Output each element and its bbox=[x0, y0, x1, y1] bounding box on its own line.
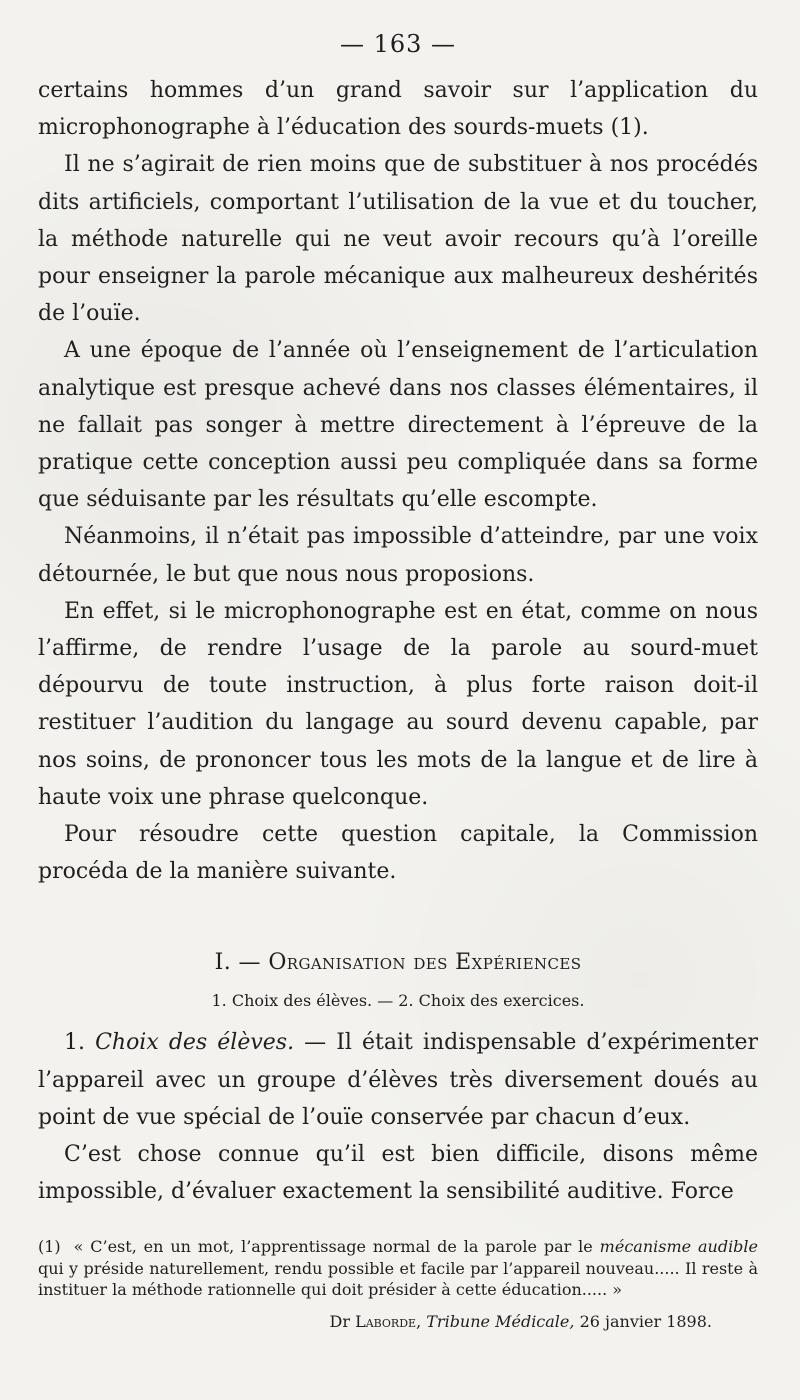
paragraph-2: Il ne s’agirait de rien moins que de substituer à nos procédés dits artificiels, comportant l’utilisation de la vue et du toucher, la méthode naturelle qui ne veut avoir recours qu’à l’oreille pour enseigner la parole mécanique aux malheureux deshérités de l’ouïe. bbox=[38, 152, 758, 327]
paragraph-7 bbox=[38, 1024, 758, 1136]
section-title bbox=[38, 948, 758, 978]
page-number: — 163 — bbox=[339, 30, 457, 58]
paragraph-6: Pour résoudre cette question capitale, la Commission procéda de la manière suivante. bbox=[38, 822, 758, 885]
paragraph-7-italic: Choix des élèves. bbox=[95, 1030, 295, 1056]
paragraph-1: certains hommes d’un grand savoir sur l’application du microphonographe à l’éducation des sourds-muets (1). bbox=[38, 78, 758, 141]
footnote-text-end: qui y préside naturellement, rendu possible et facile par l’appareil nouveau..... Il reste à instituer la méthode rationnelle qui doit présider à cette éducation..... » bbox=[38, 1258, 758, 1300]
paragraph-7-number: 1. bbox=[64, 1030, 85, 1056]
attribution-date: 26 janvier 1898. bbox=[579, 1311, 712, 1331]
footnote-attribution bbox=[38, 1311, 758, 1333]
attribution-name: Laborde, bbox=[355, 1311, 422, 1331]
footnote-text-start: « C’est, en un mot, l’apprentissage normal de la parole par le bbox=[73, 1237, 600, 1257]
section-heading: Organisation des Expériences bbox=[268, 950, 582, 976]
attribution-prefix: Dr bbox=[329, 1311, 350, 1331]
footnote-marker: (1) bbox=[38, 1237, 61, 1257]
attribution-journal: Tribune Médicale, bbox=[426, 1311, 575, 1331]
footnote-italic: mécanisme audible bbox=[599, 1237, 759, 1257]
section-roman: I. — bbox=[214, 950, 261, 976]
paragraph-5: En effet, si le microphonographe est en état, comme on nous l’affirme, de rendre l’usage de la parole au sourd-muet dépourvu de toute instruction, à plus forte raison doit-il restituer l’audition du langage au sourd devenu capable, par nos soins, de prononcer tous les mots de la langue et de lire à haute voix une phrase quelconque. bbox=[38, 598, 758, 810]
section-text bbox=[38, 1024, 758, 1210]
section-subheadings: 1. Choix des élèves. — 2. Choix des exercices. bbox=[211, 991, 585, 1011]
footnote bbox=[38, 1236, 758, 1301]
paragraph-3: A une époque de l’année où l’enseignement de l’articulation analytique est presque achevé dans nos classes élémentaires, il ne fallait pas songer à mettre directement à l’épreuve de la pratique cette conception aussi peu compliquée dans sa forme que séduisante par les résultats qu’elle escompte. bbox=[38, 338, 758, 513]
paragraph-4: Néanmoins, il n’était pas impossible d’atteindre, par une voix détournée, le but que nous nous proposions. bbox=[38, 524, 758, 587]
paragraph-7-rest: — Il était indispensable d’expérimenter l’appareil avec un groupe d’élèves très diversement doués au point de vue spécial de l’ouïe conservée par chacun d’eux. bbox=[38, 1030, 758, 1130]
body-text bbox=[38, 72, 758, 890]
paragraph-8: C’est chose connue qu’il est bien difficile, disons même impossible, d’évaluer exactement la sensibilité auditive. Force bbox=[38, 1142, 758, 1205]
